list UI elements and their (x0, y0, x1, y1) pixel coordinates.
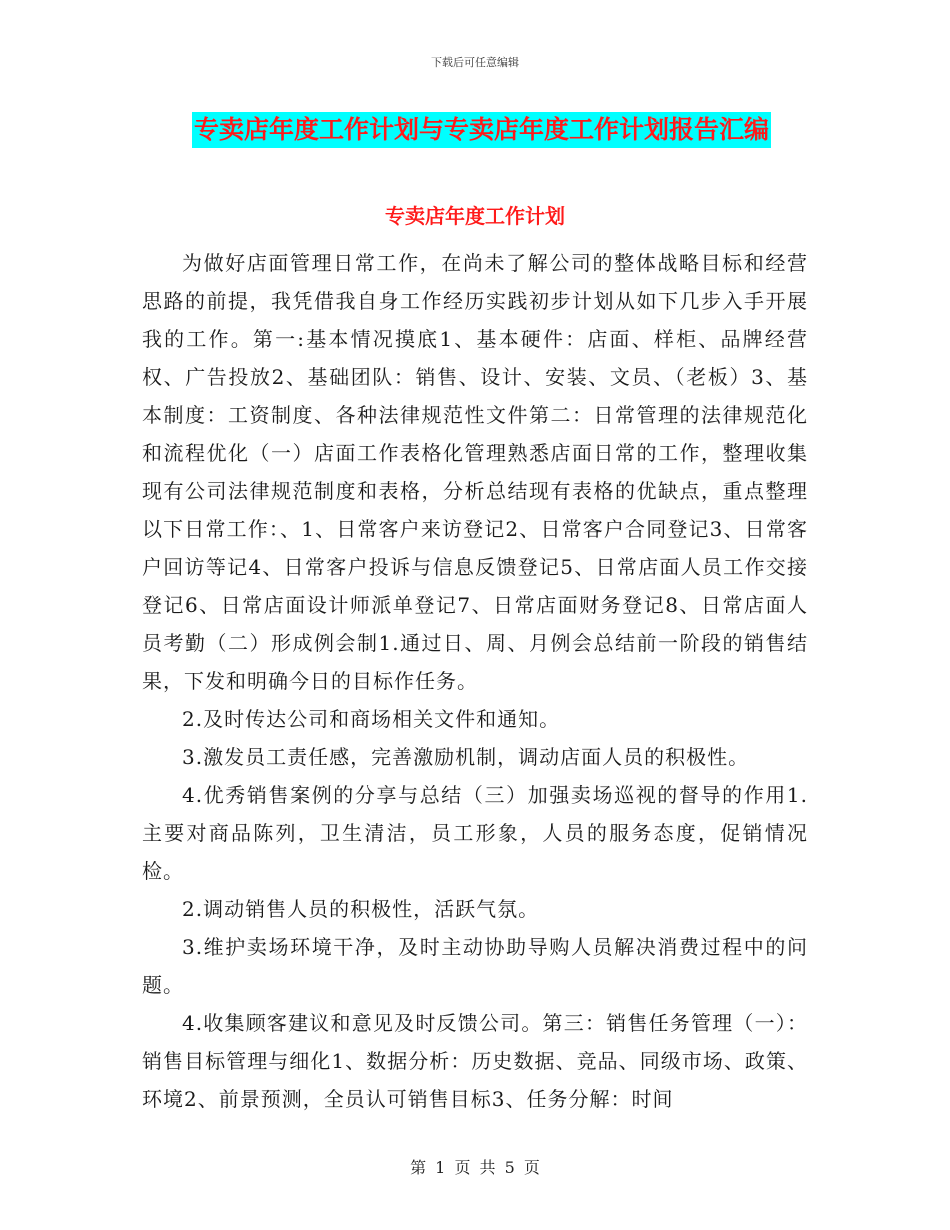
paragraph: 2.调动销售人员的积极性，活跃气氛。 (182, 897, 540, 921)
paragraph: 3.激发员工责任感，完善激励机制，调动店面人员的积极性。 (182, 745, 750, 769)
paragraph: 4.收集顾客建议和意见及时反馈公司。第三：销售任务管理（一）：销售目标管理与细化1、数据分析：历史数据、竞品、同级市场、政策、环境2、前景预测，全员认可销售目标3、任务分解：时间 (142, 1011, 808, 1111)
document-title: 专卖店年度工作计划与专卖店年度工作计划报告汇编 (192, 112, 771, 148)
paragraph: 2.及时传达公司和商场相关文件和通知。 (182, 707, 561, 731)
paragraph: 为做好店面管理日常工作，在尚未了解公司的整体战略目标和经营思路的前提，我凭借我自身工作经历实践初步计划从如下几步入手开展我的工作。第一:基本情况摸底1、基本硬件：店面、样柜、品牌经营权、广告投放2、基础团队：销售、设计、安装、文员、（老板）3、基本制度：工资制度、各种法律规范性文件第二：日常管理的法律规范化和流程优化（一）店面工作表格化管理熟悉店面日常的工作，整理收集现有公司法律规范制度和表格，分析总结现有表格的优缺点，重点整理以下日常工作：、1、日常客户来访登记2、日常客户合同登记3、日常客户回访等记4、日常客户投诉与信息反馈登记5、日常店面人员工作交接登记6、日常店面设计师派单登记7、日常店面财务登记8、日常店面人员考勤（二）形成例会制1.通过日、周、月例会总结前一阶段的销售结果，下发和明确今日的目标作任务。 (142, 251, 808, 693)
page-footer: 第 1 页 共 5 页 (410, 1158, 540, 1177)
section-title: 专卖店年度工作计划 (385, 204, 565, 228)
paragraph: 3.维护卖场环境干净，及时主动协助导购人员解决消费过程中的问题。 (142, 935, 808, 997)
body-text (142, 244, 808, 1118)
paragraph: 4.优秀销售案例的分享与总结（三）加强卖场巡视的督导的作用1.主要对商品陈列，卫生清洁，员工形象，人员的服务态度，促销情况检。 (142, 783, 808, 883)
header-note: 下载后可任意编辑 (431, 56, 519, 69)
